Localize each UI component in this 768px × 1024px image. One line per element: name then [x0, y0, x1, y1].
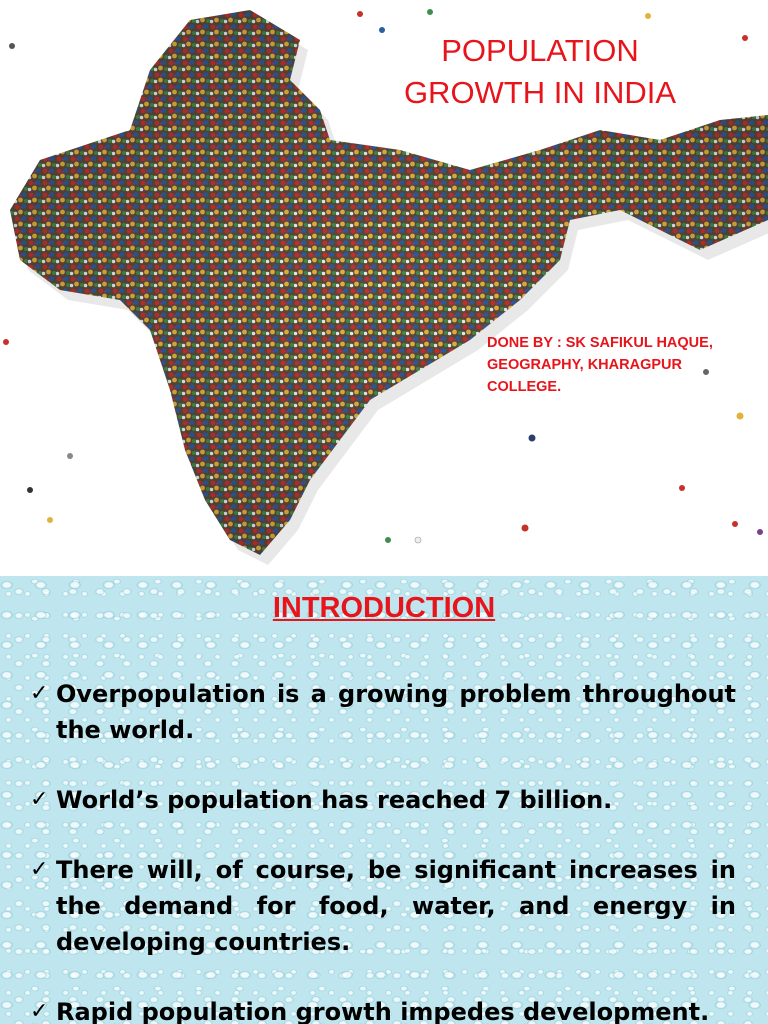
bullet-list	[30, 676, 736, 1024]
credit-line-2: GEOGRAPHY, KHARAGPUR	[487, 357, 682, 373]
checkmark-icon: ✓	[30, 787, 49, 812]
bullet-text: Overpopulation is a growing problem throughout the world.	[56, 680, 736, 744]
bullet-text: Rapid population growth impedes development.	[56, 998, 710, 1024]
title-line-2: GROWTH IN INDIA	[403, 75, 677, 110]
checkmark-icon: ✓	[30, 999, 49, 1024]
credit-line-1: DONE BY : SK SAFIKUL HAQUE,	[487, 335, 713, 351]
title-line-1: POPULATION	[441, 33, 639, 68]
bullet-item	[30, 782, 736, 818]
slide-title	[370, 30, 710, 114]
checkmark-icon: ✓	[30, 857, 49, 882]
bullet-item	[30, 994, 736, 1024]
checkmark-icon: ✓	[30, 681, 49, 706]
credit-line-3: COLLEGE.	[487, 379, 562, 395]
introduction-heading: INTRODUCTION	[272, 592, 496, 624]
bullet-item	[30, 676, 736, 748]
introduction-slide	[0, 576, 768, 1024]
bullet-text: World’s population has reached 7 billion.	[56, 786, 613, 814]
bullet-item	[30, 852, 736, 960]
bullet-text: There will, of course, be significant increases in the demand for food, water, and energy in developing countries.	[56, 856, 736, 956]
author-credit	[487, 332, 757, 398]
